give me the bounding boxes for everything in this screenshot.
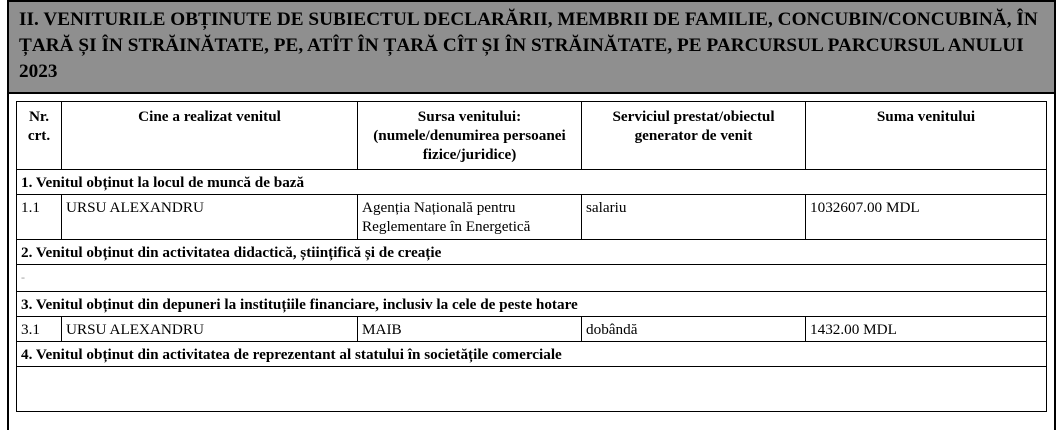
cell-service: salariu [582, 195, 806, 240]
cell-amount: 1432.00 MDL [806, 317, 1047, 342]
section-title-2: 2. Venitul obținut din activitatea didactică, științifică și de creație [17, 240, 1047, 265]
header-nr: Nr. crt. [17, 102, 62, 170]
table-row [17, 195, 1047, 240]
cell-who: URSU ALEXANDRU [62, 317, 358, 342]
section-row-3 [17, 292, 1047, 317]
section-title-4: 4. Venitul obținut din activitatea de reprezentant al statului în societățile comerciale [17, 342, 1047, 367]
cell-partial [17, 367, 1047, 412]
income-table [16, 101, 1047, 412]
section-header-band [9, 2, 1054, 94]
header-who: Cine a realizat venitul [62, 102, 358, 170]
section-title-1: 1. Venitul obținut la locul de muncă de bază [17, 170, 1047, 195]
cell-source: Agenția Națională pentru Reglementare în Energetică [358, 195, 582, 240]
income-table-wrapper [16, 101, 1047, 412]
cell-amount: 1032607.00 MDL [806, 195, 1047, 240]
declaration-section-frame [7, 0, 1056, 430]
cell-nr: 3.1 [17, 317, 62, 342]
section-title-3: 3. Venitul obținut din depuneri la instituțiile financiare, inclusiv la cele de peste hotare [17, 292, 1047, 317]
header-source: Sursa venitului: (numele/denumirea persoanei fizice/juridice) [358, 102, 582, 170]
empty-row [17, 265, 1047, 292]
empty-marker: - [17, 265, 1047, 292]
cell-nr: 1.1 [17, 195, 62, 240]
table-header-row [17, 102, 1047, 170]
header-service: Serviciul prestat/obiectul generator de venit [582, 102, 806, 170]
table-row-partial [17, 367, 1047, 412]
section-row-2 [17, 240, 1047, 265]
table-row [17, 317, 1047, 342]
cell-source: MAIB [358, 317, 582, 342]
section-row-1 [17, 170, 1047, 195]
cell-service: dobândă [582, 317, 806, 342]
section-title: II. VENITURILE OBȚINUTE DE SUBIECTUL DECLARĂRII, MEMBRII DE FAMILIE, CONCUBIN/CONCUBINĂ, ÎN ȚARĂ ȘI ÎN STRĂINĂTATE, PE, ATÎT ÎN ȚARĂ CÎT ȘI ÎN STRĂINĂTATE, PE PARCURSUL PARCURSUL ANULUI 2023 [19, 9, 1038, 82]
section-row-4 [17, 342, 1047, 367]
cell-who: URSU ALEXANDRU [62, 195, 358, 240]
header-amount: Suma venitului [806, 102, 1047, 170]
